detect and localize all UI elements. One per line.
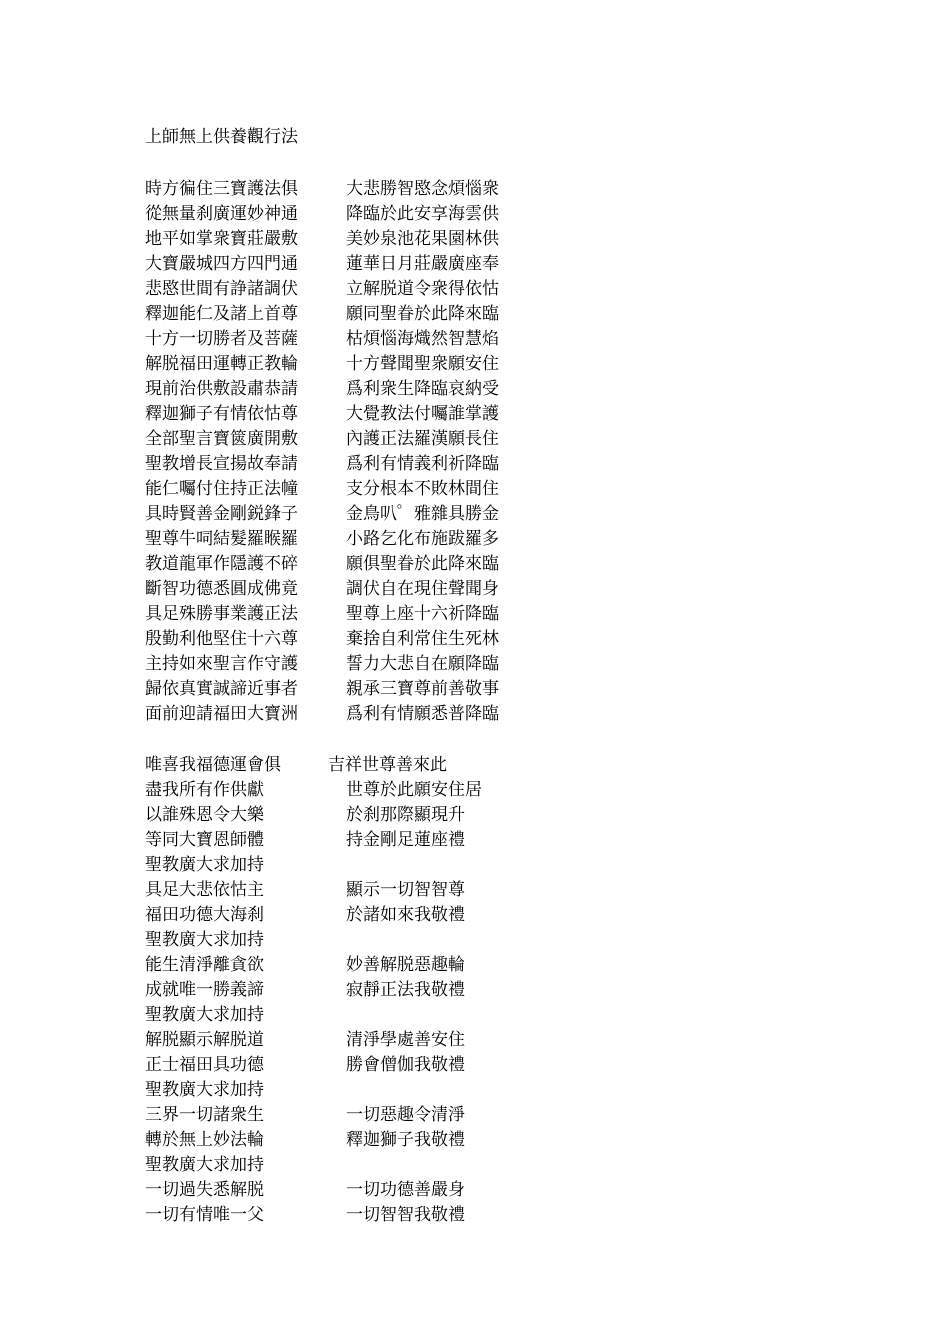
verse-right: 一切智智我敬禮 — [346, 1205, 465, 1225]
verse-right: 親承三寶尊前善敬事 — [346, 679, 499, 699]
verse-section-praise — [145, 753, 845, 1228]
verse-left: 歸依真實誠諦近事者 — [145, 679, 298, 699]
verse-line — [145, 828, 845, 853]
verse-right: 吉祥世尊善來此 — [328, 755, 447, 775]
verse-left: 一切有情唯一父 — [145, 1205, 264, 1225]
verse-line — [145, 1178, 845, 1203]
verse-right: 十方聲聞聖衆願安住 — [346, 354, 499, 374]
verse-line — [145, 1103, 845, 1128]
verse-line — [145, 327, 845, 352]
verse-line — [145, 652, 845, 677]
verse-right: 顯示一切智智尊 — [346, 880, 465, 900]
verse-right: 於刹那際顯現升 — [346, 805, 465, 825]
verse-line — [145, 302, 845, 327]
verse-left: 具時賢善金剛鋭鋒子 — [145, 504, 298, 524]
verse-line — [145, 1128, 845, 1153]
verse-line — [145, 227, 845, 252]
verse-right: 誓力大悲自在願降臨 — [346, 654, 499, 674]
verse-right: 願俱聖眷於此降來臨 — [346, 554, 499, 574]
verse-left: 面前迎請福田大寶洲 — [145, 704, 298, 724]
verse-left: 解脱顯示解脱道 — [145, 1030, 264, 1050]
verse-left: 正士福田具功德 — [145, 1055, 264, 1075]
verse-left: 悲愍世間有諍諸調伏 — [145, 279, 298, 299]
verse-line — [145, 452, 845, 477]
verse-line — [145, 1053, 845, 1078]
verse-left: 以誰殊恩令大樂 — [145, 805, 264, 825]
verse-left: 聖尊牛呞結髮羅睺羅 — [145, 529, 298, 549]
verse-right: 聖尊上座十六祈降臨 — [346, 604, 499, 624]
verse-line — [145, 627, 845, 652]
verse-line — [145, 978, 845, 1003]
verse-left: 現前治供敷設肅恭請 — [145, 379, 298, 399]
verse-line — [145, 878, 845, 903]
verse-left: 釋迦獅子有情依怙尊 — [145, 404, 298, 424]
verse-left: 能生清淨離貪欲 — [145, 955, 264, 975]
verse-line — [145, 352, 845, 377]
verse-left: 聖教廣大求加持 — [145, 1005, 264, 1025]
verse-right: 清淨學處善安住 — [346, 1030, 465, 1050]
verse-right: 爲利衆生降臨哀納受 — [346, 379, 499, 399]
verse-left: 一切過失悉解脱 — [145, 1180, 264, 1200]
verse-left: 唯喜我福德運會俱 — [145, 755, 281, 775]
verse-line — [145, 677, 845, 702]
verse-right: 內護正法羅漢願長住 — [346, 429, 499, 449]
verse-line — [145, 903, 845, 928]
verse-left: 具足大悲依怙主 — [145, 880, 264, 900]
verse-right: 持金剛足蓮座禮 — [346, 830, 465, 850]
verse-right: 枯煩惱海熾然智慧焰 — [346, 329, 499, 349]
verse-right: 小路乞化布施跋羅多 — [346, 529, 499, 549]
verse-line — [145, 177, 845, 202]
verse-line — [145, 502, 845, 527]
verse-line — [145, 577, 845, 602]
verse-left: 從無量刹廣運妙神通 — [145, 204, 298, 224]
verse-left: 聖教廣大求加持 — [145, 1155, 264, 1175]
verse-left: 盡我所有作供獻 — [145, 780, 264, 800]
verse-right: 寂靜正法我敬禮 — [346, 980, 465, 1000]
document-title: 上師無上供養觀行法 — [145, 127, 298, 147]
verse-right: 釋迦獅子我敬禮 — [346, 1130, 465, 1150]
verse-line — [145, 1003, 845, 1028]
verse-left: 全部聖言寶篋廣開敷 — [145, 429, 298, 449]
verse-line — [145, 277, 845, 302]
verse-left: 地平如掌衆寶莊嚴敷 — [145, 229, 298, 249]
verse-line — [145, 753, 845, 778]
verse-right: 棄捨自利常住生死林 — [346, 629, 499, 649]
verse-right: 大覺教法付囑誰掌護 — [346, 404, 499, 424]
verse-right: 一切功德善嚴身 — [346, 1180, 465, 1200]
verse-line — [145, 427, 845, 452]
verse-line — [145, 527, 845, 552]
verse-line — [145, 953, 845, 978]
verse-left: 聖教增長宣揚故奉請 — [145, 454, 298, 474]
verse-left: 三界一切諸衆生 — [145, 1105, 264, 1125]
verse-line — [145, 778, 845, 803]
verse-left: 轉於無上妙法輪 — [145, 1130, 264, 1150]
verse-left: 聖教廣大求加持 — [145, 855, 264, 875]
verse-left: 釋迦能仁及諸上首尊 — [145, 304, 298, 324]
verse-left: 主持如來聖言作守護 — [145, 654, 298, 674]
verse-line — [145, 803, 845, 828]
verse-line — [145, 702, 845, 727]
verse-line — [145, 252, 845, 277]
verse-line — [145, 477, 845, 502]
verse-left: 時方徧住三寶護法俱 — [145, 179, 298, 199]
verse-left: 福田功德大海刹 — [145, 905, 264, 925]
verse-section-invocation — [145, 177, 845, 727]
verse-right: 勝會僧伽我敬禮 — [346, 1055, 465, 1075]
verse-right: 於諸如來我敬禮 — [346, 905, 465, 925]
verse-line — [145, 928, 845, 953]
verse-left: 等同大寶恩師體 — [145, 830, 264, 850]
verse-right: 立解脱道令衆得依怙 — [346, 279, 499, 299]
verse-right: 大悲勝智愍念煩惱衆 — [346, 179, 499, 199]
verse-right: 金鳥叭゜雅雜具勝金 — [346, 504, 499, 524]
verse-line — [145, 602, 845, 627]
verse-right: 調伏自在現住聲聞身 — [346, 579, 499, 599]
verse-left: 斷智功德悉圓成佛竟 — [145, 579, 298, 599]
verse-line — [145, 1078, 845, 1103]
verse-right: 蓮華日月莊嚴廣座奉 — [346, 254, 499, 274]
verse-right: 妙善解脱惡趣輪 — [346, 955, 465, 975]
verse-left: 殷勤利他堅住十六尊 — [145, 629, 298, 649]
verse-right: 爲利有情義利祈降臨 — [346, 454, 499, 474]
verse-line — [145, 377, 845, 402]
verse-right: 美妙泉池花果園林供 — [346, 229, 499, 249]
verse-line — [145, 552, 845, 577]
verse-right: 一切惡趣令清淨 — [346, 1105, 465, 1125]
verse-left: 解脱福田運轉正教輪 — [145, 354, 298, 374]
verse-left: 教道龍軍作隱護不碎 — [145, 554, 298, 574]
verse-line — [145, 1153, 845, 1178]
verse-left: 成就唯一勝義諦 — [145, 980, 264, 1000]
document-page — [145, 127, 845, 1228]
verse-right: 世尊於此願安住居 — [346, 780, 482, 800]
verse-left: 聖教廣大求加持 — [145, 1080, 264, 1100]
verse-right: 支分根本不敗林間住 — [346, 479, 499, 499]
verse-right: 願同聖眷於此降來臨 — [346, 304, 499, 324]
verse-right: 爲利有情願悉普降臨 — [346, 704, 499, 724]
verse-right: 降臨於此安享海雲供 — [346, 204, 499, 224]
verse-line — [145, 202, 845, 227]
verse-line — [145, 1028, 845, 1053]
verse-line — [145, 1203, 845, 1228]
verse-left: 聖教廣大求加持 — [145, 930, 264, 950]
verse-line — [145, 402, 845, 427]
verse-left: 具足殊勝事業護正法 — [145, 604, 298, 624]
verse-left: 十方一切勝者及菩薩 — [145, 329, 298, 349]
verse-left: 大寶嚴城四方四門通 — [145, 254, 298, 274]
verse-line — [145, 853, 845, 878]
verse-left: 能仁囑付住持正法幢 — [145, 479, 298, 499]
